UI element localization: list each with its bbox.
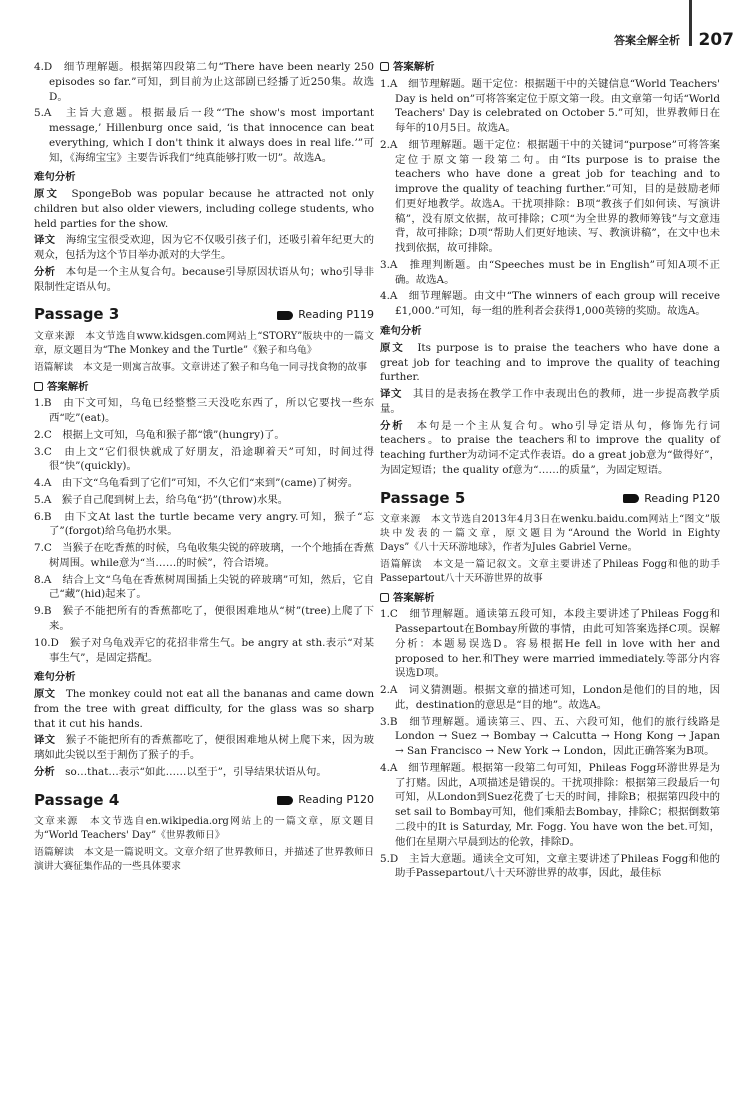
reading-ref: Reading P120 [277,792,374,808]
answer-item: 7.C 当猴子在吃香蕉的时候，乌龟收集尖锐的碎玻璃，一个个地插在香蕉树周围。while意为“当……的时候”，符合语境。 [34,542,374,569]
passage-summary: 语篇解读 本文是一则寓言故事。文章讲述了猴子和乌龟一同寻找食物的故事 [34,361,368,373]
answer-item: 4.A 细节理解题。由文中“The winners of each group will receive £1,000.”可知，每一组的胜利者会获得1,000英镑的奖励。故选A。 [380,290,720,318]
passage-summary: 语篇解读 本文是一篇说明文。文章介绍了世界教师日，并描述了世界教师日演讲大赛征集作品的一些具体要求 [34,846,374,872]
answer-item: 3.A 推理判断题。由“Speeches must be in English”可知A项不正确。故选A。 [380,258,720,286]
pointing-hand-icon [277,796,293,805]
passage-3-header [34,304,374,325]
page-number: 207 [698,30,734,50]
page-header [0,0,750,50]
hard-translation: 译文 猴子不能把所有的香蕉都吃了，便很困难地从树上爬下来，因为玻璃如此尖锐以至于割伤了猴子的手。 [34,734,375,762]
answer-item: 1.B 由下文可知，乌龟已经整整三天没吃东西了，所以它要找一些东西“吃”(eat)。 [34,397,374,425]
article-source: 文章来源 本文节选自www.kidsgen.com网站上“STORY”版块中的一篇文章，原文题目为“The Monkey and the Turtle”《猴子和乌龟》 [34,330,374,356]
answer-item: 2.C 根据上文可知，乌龟和猴子都“饿”(hungry)了。 [34,428,285,441]
answer-heading: 答案解析 [34,380,374,395]
passage-title: Passage 3 [34,305,120,324]
hard-original: 原文 The monkey could not eat all the bananas and came down from the tree with great difficulty, for the glass was so sharp that it cut his hands. [34,688,375,730]
passage-summary: 语篇解读 本文是一篇记叙文。文章主要讲述了Phileas Fogg和他的助手Passepartout八十天环游世界的故事 [380,558,720,584]
reading-ref: Reading P119 [277,307,374,323]
hard-translation: 译文 海绵宝宝很受欢迎，因为它不仅吸引孩子们，还吸引着年纪更大的观众，包括为这个节目举办派对的大学生。 [34,234,375,262]
lock-icon [380,593,389,602]
hard-sentence-heading: 难句分析 [34,171,76,184]
header-divider [689,0,692,46]
hard-analysis: 分析 本句是一个主从复合句。who引导定语从句，修饰先行词teachers。to praise the teachers和to improve the quality of teaching further为动词不定式作表语。do a great job意为“做得好”，为固定短语；the quality of意为“……的质量”，为固定短语。 [380,419,721,476]
lock-icon [380,62,389,71]
passage-title: Passage 5 [380,488,466,507]
pointing-hand-icon [623,494,639,503]
answer-item: 6.B 由下文At last the turtle became very angry.可知，猴子“忘了”(forgot)给乌龟扔水果。 [34,510,374,538]
hard-sentence-heading: 难句分析 [34,671,76,684]
answer-item: 9.B 猴子不能把所有的香蕉都吃了，便很困难地从“树”(tree)上爬了下来。 [34,605,374,632]
answer-item: 5.A 主旨大意题。根据最后一段“‘The show's most important message,’ Hillenburg once said, ‘is that innocence can beat everything, which I don't think it always does in real life.’”可知，《海绵宝宝》主要告诉我们“纯真能够打败一切”。故选A。 [34,107,374,164]
passage-title: Passage 4 [34,790,120,809]
left-column [34,60,374,877]
answer-item: 3.C 由上文“它们很快就成了好朋友，沿途聊着天”可知，时间过得很“快”(quickly)。 [34,445,374,473]
passage-5-header [380,488,720,509]
hard-translation: 译文 其目的是表扬在教学工作中表现出色的教师，进一步提高教学质量。 [380,388,721,415]
pointing-hand-icon [277,311,293,320]
article-source: 文章来源 本文节选自2013年4月3日在wenku.baidu.com网站上“图文”版块中发表的一篇文章，原文题目为“Around the World in Eighty Days”《八十天环游地球》，作者为Jules Gabriel Verne。 [380,513,720,553]
answer-item: 4.D 细节理解题。根据第四段第二句“There have been nearly 250 episodes so far.”可知，到目前为止这部剧已经播了近250集。故选D。 [34,61,374,103]
answer-item: 5.A 猴子自己爬到树上去，给乌龟“扔”(throw)水果。 [34,493,289,506]
answer-item: 4.A 细节理解题。根据第一段第二句可知，Phileas Fogg环游世界是为了打赌。因此，A项描述是错误的。干扰项排除：根据第三段最后一句可知，从London到Suez花费了七天的时间，排除B；根据第四段中的set sail to Bombay可知，他们乘船去Bombay，排除C；根据倒数第二段中的It is Saturday, Mr. Fogg. You have won the bet.可知，他们在星期六早晨到达的伦敦，排除D。 [380,761,720,848]
hard-analysis: 分析 本句是一个主从复合句。because引导原因状语从句；who引导非限制性定语从句。 [34,265,375,293]
right-column [380,60,720,883]
hard-sentence-heading: 难句分析 [380,325,422,338]
header-label: 答案全解全析 [614,34,680,47]
answer-item: 2.A 细节理解题。题干定位：根据题干中的关键词“purpose”可将答案定位于原文第一段第二句。由“Its purpose is to praise the teachers who have done a great job for teaching and to improve the quality of teaching further.”可知，目的是鼓励老师们更好地教学。故选A。干扰项排除：B项“教孩子们如何读、写演讲稿”，没有原文依据，故可排除；C项“为全世界的教师筹钱”与文意违背，故可排除；D项“帮助人们更好地读、写、教演讲稿”，在文中也未找到依据，故可排除。 [380,138,720,255]
answer-heading: 答案解析 [380,60,720,75]
answer-item: 3.B 细节理解题。通读第三、四、五、六段可知，他们的旅行线路是London → Suez → Bombay → Calcutta → Hong Kong → Japan → San Francisco → New York → London，因此正确答案为B项。 [380,715,720,758]
hard-original: 原文 SpongeBob was popular because he attracted not only children but also older viewers, including college students, who held parties for the show. [34,188,375,230]
answer-item: 1.A 细节理解题。题干定位：根据题干中的关键信息“World Teachers' Day is held on”可将答案定位于原文第一段。由文章第一句话“World Teachers' Day is celebrated on October 5.”可知，世界教师日在每年的10月5日。故选A。 [380,77,720,135]
answer-item: 1.C 细节理解题。通读第五段可知，本段主要讲述了Phileas Fogg和Passepartout在Bombay所做的事情，由此可知答案选择C项。误解分析：本题易误选D。容易根据He fell in love with her and proposed to her.和They were married immediately.等部分内容误选D项。 [380,608,720,680]
hard-analysis: 分析 so…that…表示“如此……以至于”，引导结果状语从句。 [34,765,327,778]
passage-4-header [34,790,374,811]
article-source: 文章来源 本文节选自en.wikipedia.org网站上的一篇文章，原文题目为“World Teachers' Day”《世界教师日》 [34,815,374,841]
answer-item: 5.D 主旨大意题。通读全文可知，文章主要讲述了Phileas Fogg和他的助手Passepartout八十天环游世界的故事，因此，最佳标 [380,852,720,880]
answer-heading: 答案解析 [380,591,720,606]
reading-ref: Reading P120 [623,491,720,507]
answer-item: 2.A 词义猜测题。根据文章的描述可知，London是他们的目的地，因此，destination的意思是“目的地”。故选A。 [380,684,720,711]
answer-item: 8.A 结合上文“乌龟在香蕉树周围插上尖锐的碎玻璃”可知，然后，它自己“藏”(hid)起来了。 [34,573,374,601]
hard-original: 原文 Its purpose is to praise the teachers who have done a great job for teaching and to improve the quality of teaching further. [380,341,721,384]
lock-icon [34,382,43,391]
answer-item: 4.A 由下文“乌龟看到了它们”可知，不久它们“来到”(came)了树旁。 [34,477,359,490]
answer-item: 10.D 猴子对乌龟戏弄它的花招非常生气。be angry at sth.表示“对某事生气”，是固定搭配。 [34,636,374,664]
